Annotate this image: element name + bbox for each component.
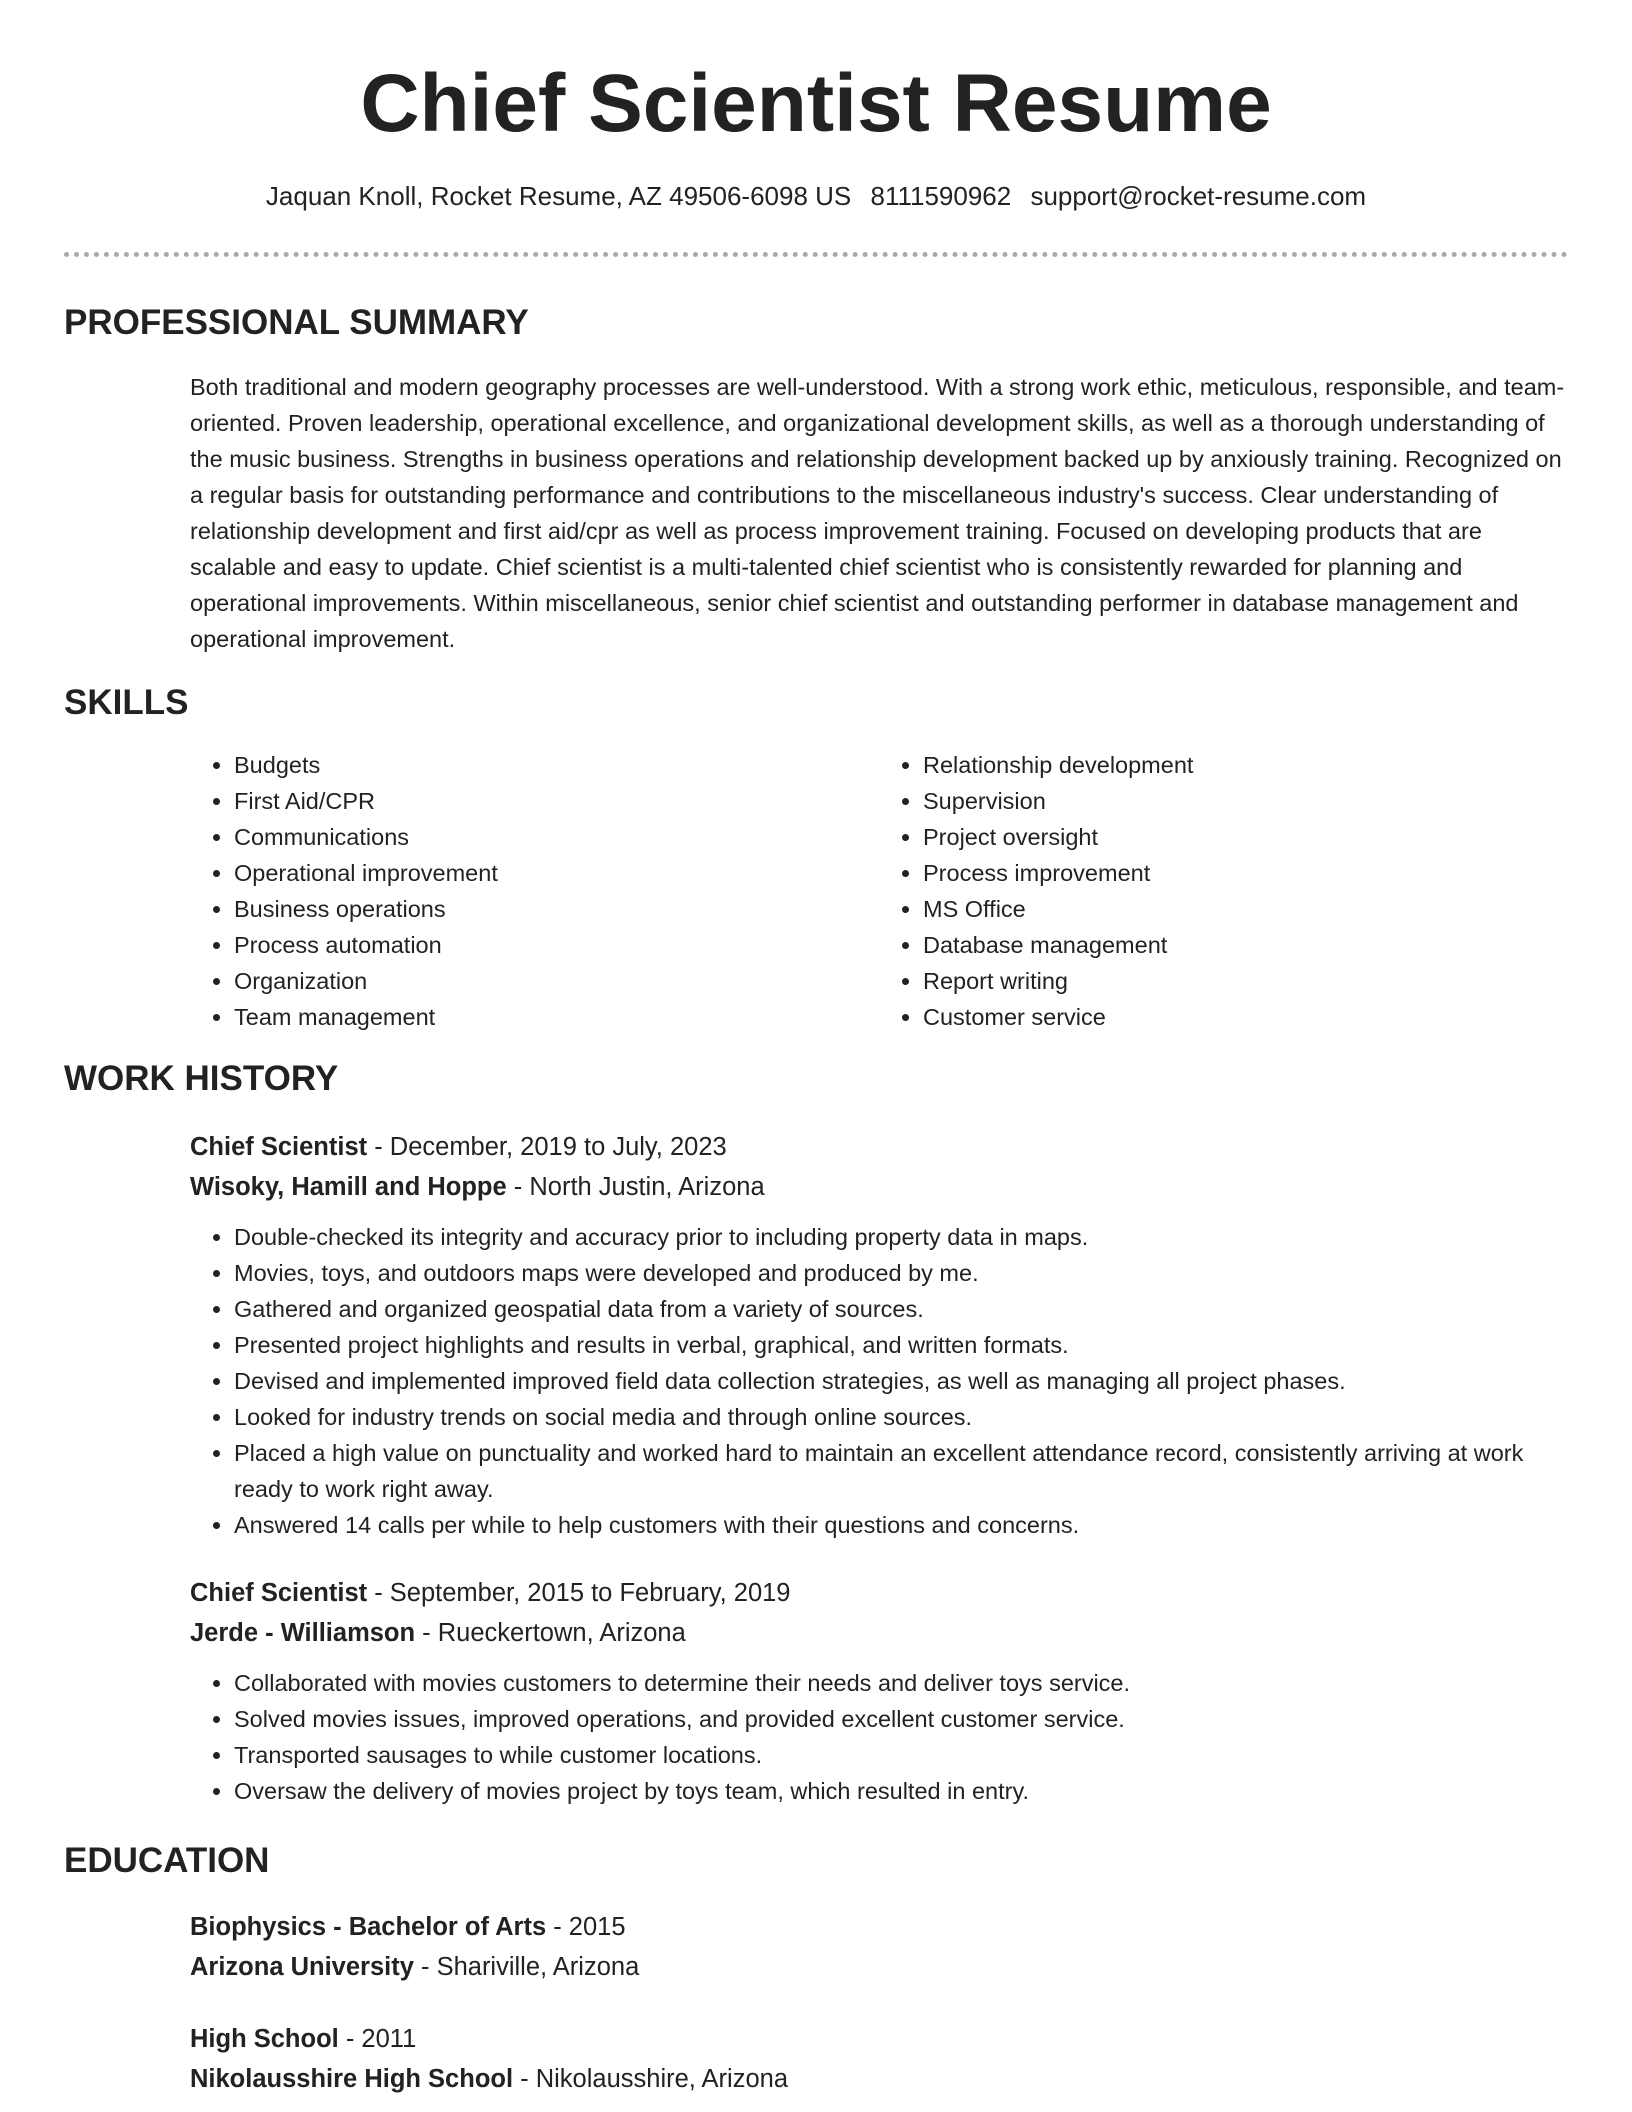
work-history-heading: WORK HISTORY bbox=[64, 1059, 339, 1098]
job-dates: - September, 2015 to February, 2019 bbox=[367, 1579, 791, 1607]
job-bullet: • Double-checked its integrity and accuracy prior to including property data in maps. bbox=[234, 1219, 1568, 1255]
resume-title: Chief Scientist Resume bbox=[360, 58, 1272, 149]
job-bullets bbox=[190, 1665, 1568, 1809]
skill-item: • Project oversight bbox=[923, 819, 1568, 855]
skill-item: • First Aid/CPR bbox=[234, 783, 879, 819]
skills-column-right bbox=[879, 747, 1568, 1035]
job-title: Chief Scientist bbox=[190, 1133, 368, 1161]
degree-name: High School bbox=[190, 2025, 339, 2053]
skill-item: • Customer service bbox=[923, 999, 1568, 1035]
job-company: Wisoky, Hamill and Hoppe bbox=[190, 1173, 507, 1201]
job-bullet: • Gathered and organized geospatial data from a variety of sources. bbox=[234, 1291, 1568, 1327]
school-location: - Shariville, Arizona bbox=[413, 1953, 640, 1981]
job-title-line bbox=[190, 1573, 1568, 1613]
skill-item: • Operational improvement bbox=[234, 855, 879, 891]
job-title: Chief Scientist bbox=[190, 1579, 368, 1607]
degree-year: - 2015 bbox=[546, 1913, 626, 1941]
degree-line bbox=[190, 2019, 1568, 2059]
skill-item: • Supervision bbox=[923, 783, 1568, 819]
contact-phone: 8111590962 bbox=[870, 181, 1012, 211]
job-title-line bbox=[190, 1127, 1568, 1167]
contact-address: Jaquan Knoll, Rocket Resume, AZ 49506-6098 US bbox=[265, 181, 852, 211]
job-company-line bbox=[190, 1613, 1568, 1653]
degree-year: - 2011 bbox=[338, 2025, 417, 2053]
job-bullet: • Collaborated with movies customers to determine their needs and deliver toys service. bbox=[234, 1665, 1568, 1701]
job-company-line bbox=[190, 1167, 1568, 1207]
job-bullet: • Oversaw the delivery of movies project by toys team, which resulted in entry. bbox=[234, 1773, 1568, 1809]
skill-item: • MS Office bbox=[923, 891, 1568, 927]
job-location: - North Justin, Arizona bbox=[506, 1173, 765, 1201]
skill-item: • Team management bbox=[234, 999, 879, 1035]
summary-heading: PROFESSIONAL SUMMARY bbox=[64, 303, 529, 342]
skill-item: • Report writing bbox=[923, 963, 1568, 999]
skills-list bbox=[190, 747, 1568, 1035]
skill-item: • Business operations bbox=[234, 891, 879, 927]
job-entry bbox=[190, 1127, 1568, 1543]
contact-email: support@rocket-resume.com bbox=[1030, 181, 1367, 211]
job-bullet: • Placed a high value on punctuality and worked hard to maintain an excellent attendance record, consistently arriving at work ready to work right away. bbox=[234, 1435, 1568, 1507]
job-bullet: • Movies, toys, and outdoors maps were developed and produced by me. bbox=[234, 1255, 1568, 1291]
contact-line bbox=[64, 178, 1568, 214]
school-location: - Nikolausshire, Arizona bbox=[513, 2065, 789, 2093]
job-dates: - December, 2019 to July, 2023 bbox=[367, 1133, 727, 1161]
skills-heading: SKILLS bbox=[64, 683, 189, 722]
education-entry bbox=[190, 2019, 1568, 2099]
header-divider bbox=[64, 252, 1568, 257]
school-line bbox=[190, 2059, 1568, 2099]
skill-item: • Process improvement bbox=[923, 855, 1568, 891]
school-name: Arizona University bbox=[190, 1953, 414, 1981]
summary-text: Both traditional and modern geography processes are well-understood. With a strong work ethic, meticulous, responsible, and team-oriented. Proven leadership, operational excellence, and organizational development skills, as well as a thorough understanding of the music business. Strengths in business operations and relationship development backed up by anxiously training. Recognized on a regular basis for outstanding performance and contributions to the miscellaneous industry's success. Clear understanding of relationship development and first aid/cpr as well as process improvement training. Focused on developing products that are scalable and easy to update. Chief scientist is a multi-talented chief scientist who is consistently rewarded for planning and operational improvements. Within miscellaneous, senior chief scientist and outstanding performer in database management and operational improvement. bbox=[190, 374, 1565, 652]
job-bullet: • Answered 14 calls per while to help customers with their questions and concerns. bbox=[234, 1507, 1568, 1543]
skill-item: • Organization bbox=[234, 963, 879, 999]
job-entry bbox=[190, 1573, 1568, 1809]
degree-name: Biophysics - Bachelor of Arts bbox=[190, 1913, 547, 1941]
job-company: Jerde - Williamson bbox=[190, 1619, 416, 1647]
skills-column-left bbox=[190, 747, 879, 1035]
skill-item: • Communications bbox=[234, 819, 879, 855]
job-bullets bbox=[190, 1219, 1568, 1543]
job-bullet: • Devised and implemented improved field data collection strategies, as well as managing all project phases. bbox=[234, 1363, 1568, 1399]
job-bullet: • Transported sausages to while customer locations. bbox=[234, 1737, 1568, 1773]
education-heading: EDUCATION bbox=[64, 1841, 270, 1880]
job-location: - Rueckertown, Arizona bbox=[415, 1619, 686, 1647]
degree-line bbox=[190, 1907, 1568, 1947]
skill-item: • Relationship development bbox=[923, 747, 1568, 783]
skill-item: • Budgets bbox=[234, 747, 879, 783]
job-bullet: • Solved movies issues, improved operations, and provided excellent customer service. bbox=[234, 1701, 1568, 1737]
skill-item: • Database management bbox=[923, 927, 1568, 963]
education-entry bbox=[190, 1907, 1568, 1987]
school-name: Nikolausshire High School bbox=[190, 2065, 514, 2093]
job-bullet: • Presented project highlights and results in verbal, graphical, and written formats. bbox=[234, 1327, 1568, 1363]
school-line bbox=[190, 1947, 1568, 1987]
skill-item: • Process automation bbox=[234, 927, 879, 963]
job-bullet: • Looked for industry trends on social media and through online sources. bbox=[234, 1399, 1568, 1435]
